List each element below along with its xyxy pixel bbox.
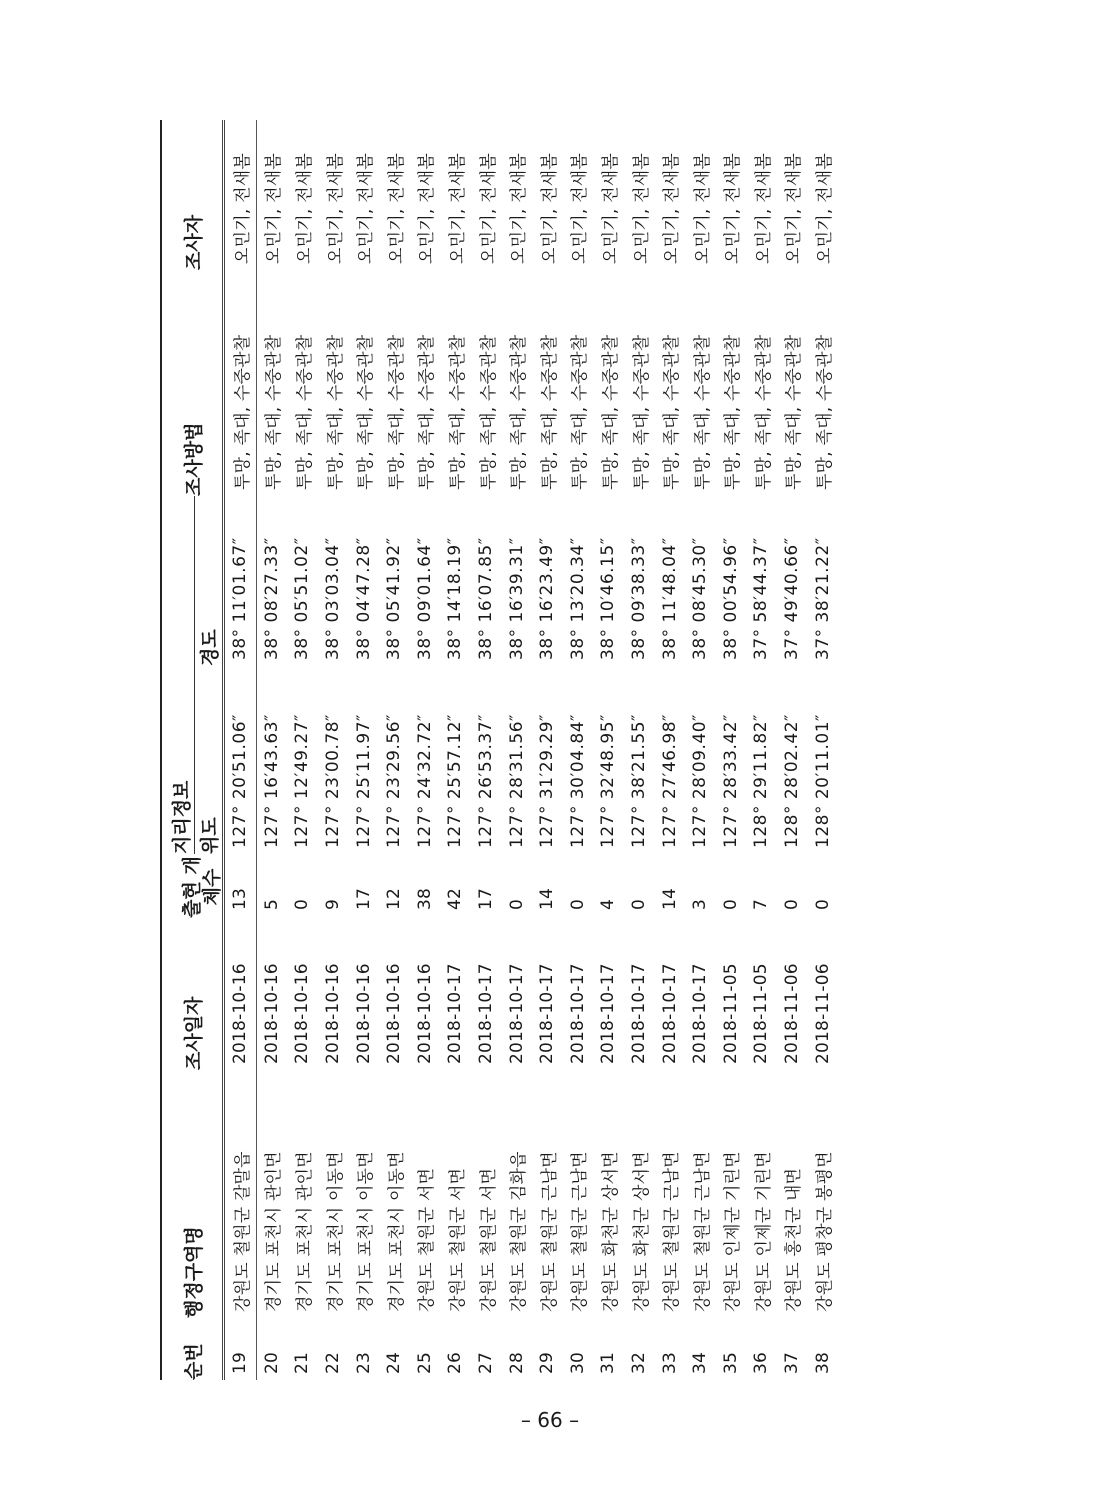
cell-area: 강원도 철원군 김화읍 [509,1151,530,1312]
cell-surveyor: 오민기, 전새봄 [356,153,377,264]
cell-method: 투망, 족대, 수중관찰 [662,334,683,490]
table-row [593,120,624,1380]
cell-lat: 127° 23′00.78″ [323,714,344,848]
cell-area: 경기도 포천시 이동면 [386,1151,407,1312]
cell-method: 투망, 족대, 수중관찰 [539,334,560,490]
table-row [807,120,838,1380]
cell-count: 9 [323,898,344,910]
cell-lat: 127° 31′29.29″ [537,714,558,848]
header-method: 조사방법 [182,422,205,496]
header-lat: 위도 [199,817,221,854]
cell-surveyor: 오민기, 전새봄 [294,153,315,264]
cell-date: 2018-10-17 [659,963,680,1064]
cell-area: 강원도 홍천군 내면 [784,1167,805,1312]
cell-method: 투망, 족대, 수중관찰 [356,334,377,490]
cell-method: 투망, 족대, 수중관찰 [325,334,346,490]
table-row [287,120,318,1380]
table-row [532,120,563,1380]
cell-surveyor: 오민기, 전새봄 [631,153,652,264]
cell-lon: 38° 11′01.67″ [224,496,257,666]
cell-date: 2018-10-17 [506,963,527,1064]
cell-lat: 127° 24′32.72″ [414,714,435,848]
table-row [256,120,287,1380]
cell-lon: 38° 16′07.85″ [476,537,497,660]
cell-no: 27 [476,1351,497,1374]
table-row [501,120,532,1380]
header-date: 조사일자 [182,996,205,1070]
cell-lat: 127° 28′09.40″ [690,714,711,848]
table-row [777,120,808,1380]
cell-date: 2018-10-16 [323,963,344,1064]
cell-method: 투망, 족대, 수중관찰 [815,334,836,490]
cell-count: 0 [506,898,527,910]
cell-surveyor: 오민기, 전새봄 [325,153,346,264]
cell-no: 34 [690,1351,711,1374]
cell-lon: 38° 13′20.34″ [567,537,588,660]
table-row [440,120,471,1380]
cell-no: 28 [506,1351,527,1374]
header-no: 순번 [182,1343,205,1380]
cell-method: 투망, 족대, 수중관찰 [264,334,285,490]
table-row [624,120,655,1380]
cell-no: 21 [292,1351,313,1374]
cell-lat: 128° 29′11.82″ [751,714,772,848]
cell-date: 2018-10-17 [476,963,497,1064]
header-lon: 경도 [199,629,221,666]
cell-no: 37 [781,1351,802,1374]
cell-area: 강원도 인제군 기린면 [723,1151,744,1312]
cell-method: 투망, 족대, 수중관찰 [753,334,774,490]
cell-no: 36 [751,1351,772,1374]
cell-no: 38 [812,1351,833,1374]
cell-area: 강원도 평창군 봉평면 [815,1151,836,1312]
cell-area: 경기도 포천시 관인면 [294,1151,315,1312]
cell-area: 강원도 철원군 근남면 [692,1151,713,1312]
cell-method: 투망, 족대, 수중관찰 [447,334,468,490]
table-row [471,120,502,1380]
cell-method: 투망, 족대, 수중관찰 [631,334,652,490]
cell-area: 강원도 철원군 서면 [478,1167,499,1312]
cell-date: 2018-10-16 [353,963,374,1064]
cell-no: 19 [224,1318,257,1380]
cell-lon: 38° 03′03.04″ [323,537,344,660]
cell-date: 2018-10-17 [690,963,711,1064]
cell-method: 투망, 족대, 수중관찰 [784,334,805,490]
cell-lon: 38° 11′48.04″ [659,537,680,660]
cell-count: 42 [445,887,466,910]
cell-surveyor: 오민기, 전새봄 [264,153,285,264]
cell-surveyor: 오민기, 전새봄 [723,153,744,264]
cell-lon: 38° 05′41.92″ [384,537,405,660]
cell-count: 14 [537,887,558,910]
cell-surveyor: 오민기, 전새봄 [509,153,530,264]
cell-count: 4 [598,898,619,910]
cell-date: 2018-10-16 [384,963,405,1064]
cell-method: 투망, 족대, 수중관찰 [478,334,499,490]
header-surveyor: 조사자 [182,214,205,270]
cell-lon: 38° 14′18.19″ [445,537,466,660]
table-row [318,120,349,1380]
cell-lon: 38° 05′51.02″ [292,537,313,660]
cell-lat: 127° 32′48.95″ [598,714,619,848]
table-row [348,120,379,1380]
cell-area: 강원도 철원군 서면 [417,1167,438,1312]
cell-date: 2018-10-16 [261,963,282,1064]
cell-surveyor: 오민기, 전새봄 [570,153,591,264]
cell-surveyor: 오민기, 전새봄 [224,120,257,270]
cell-area: 강원도 철원군 근남면 [662,1151,683,1312]
cell-count: 12 [384,887,405,910]
header-area: 행정구역명 [182,1226,205,1318]
cell-lon: 38° 08′45.30″ [690,537,711,660]
table-row [746,120,777,1380]
cell-lon: 37° 49′40.66″ [781,537,802,660]
table-row [716,120,747,1380]
cell-date: 2018-10-17 [629,963,650,1064]
cell-lat: 127° 28′33.42″ [720,714,741,848]
cell-no: 33 [659,1351,680,1374]
cell-lat: 127° 20′51.06″ [224,666,257,854]
cell-surveyor: 오민기, 전새봄 [753,153,774,264]
cell-method: 투망, 족대, 수중관찰 [570,334,591,490]
cell-date: 2018-10-17 [598,963,619,1064]
cell-lon: 37° 58′44.37″ [751,537,772,660]
cell-count: 0 [629,898,650,910]
cell-surveyor: 오민기, 전새봄 [478,153,499,264]
cell-surveyor: 오민기, 전새봄 [539,153,560,264]
cell-lat: 128° 28′02.42″ [781,714,802,848]
table-row [685,120,716,1380]
cell-area: 경기도 포천시 이동면 [356,1151,377,1312]
cell-method: 투망, 족대, 수중관찰 [692,334,713,490]
cell-surveyor: 오민기, 전새봄 [784,153,805,264]
cell-lat: 127° 16′43.63″ [261,714,282,848]
cell-area: 강원도 화천군 상서면 [600,1151,621,1312]
page-number: – 66 – [520,1408,580,1432]
cell-lat: 127° 12′49.27″ [292,714,313,848]
cell-surveyor: 오민기, 전새봄 [447,153,468,264]
cell-no: 24 [384,1351,405,1374]
cell-count: 38 [414,887,435,910]
cell-lon: 37° 38′21.22″ [812,537,833,660]
cell-lon: 38° 10′46.15″ [598,537,619,660]
cell-no: 23 [353,1351,374,1374]
cell-area: 강원도 철원군 근남면 [539,1151,560,1312]
cell-lat: 127° 28′31.56″ [506,714,527,848]
cell-surveyor: 오민기, 전새봄 [386,153,407,264]
table-row [410,120,441,1380]
cell-no: 22 [323,1351,344,1374]
cell-area: 강원도 철원군 근남면 [570,1151,591,1312]
header-count: 출현 개체수 [181,856,223,918]
table-row [563,120,594,1380]
cell-lat: 127° 38′21.55″ [629,714,650,848]
cell-count: 0 [567,898,588,910]
cell-method: 투망, 족대, 수중관찰 [600,334,621,490]
survey-table-rotated [160,120,836,1380]
cell-method: 투망, 족대, 수중관찰 [294,334,315,490]
cell-count: 0 [812,898,833,910]
cell-lon: 38° 00′54.96″ [720,537,741,660]
cell-count: 0 [781,898,802,910]
cell-no: 30 [567,1351,588,1374]
cell-count: 17 [476,887,497,910]
cell-count: 14 [659,887,680,910]
cell-date: 2018-10-16 [224,920,257,1070]
cell-area: 경기도 포천시 이동면 [325,1151,346,1312]
cell-lon: 38° 09′38.33″ [629,537,650,660]
cell-method: 투망, 족대, 수중관찰 [386,334,407,490]
cell-date: 2018-11-06 [812,963,833,1064]
survey-table [160,120,838,1380]
table-body [224,120,838,1380]
cell-surveyor: 오민기, 전새봄 [600,153,621,264]
cell-lon: 38° 09′01.64″ [414,537,435,660]
cell-no: 32 [629,1351,650,1374]
cell-no: 35 [720,1351,741,1374]
cell-date: 2018-11-06 [781,963,802,1064]
cell-count: 3 [690,898,711,910]
cell-no: 26 [445,1351,466,1374]
cell-area: 강원도 인제군 기린면 [753,1151,774,1312]
header-geo: 지리정보 [161,496,195,854]
cell-method: 투망, 족대, 수중관찰 [417,334,438,490]
table-row [654,120,685,1380]
cell-method: 투망, 족대, 수중관찰 [509,334,530,490]
cell-count: 0 [720,898,741,910]
cell-lon: 38° 08′27.33″ [261,537,282,660]
cell-date: 2018-11-05 [720,963,741,1064]
cell-surveyor: 오민기, 전새봄 [662,153,683,264]
cell-area: 강원도 철원군 갈말읍 [224,1070,257,1318]
cell-lat: 127° 25′11.97″ [353,714,374,848]
cell-method: 투망, 족대, 수중관찰 [224,270,257,496]
table-row [224,120,257,1380]
table-row [379,120,410,1380]
cell-no: 25 [414,1351,435,1374]
cell-lon: 38° 16′39.31″ [506,537,527,660]
cell-area: 강원도 철원군 서면 [447,1167,468,1312]
cell-lat: 127° 23′29.56″ [384,714,405,848]
cell-count: 13 [224,854,257,920]
cell-lat: 127° 26′53.37″ [476,714,497,848]
cell-count: 0 [292,898,313,910]
cell-area: 경기도 포천시 관인면 [264,1151,285,1312]
cell-date: 2018-10-17 [567,963,588,1064]
cell-count: 5 [261,898,282,910]
cell-no: 20 [261,1351,282,1374]
cell-date: 2018-10-17 [537,963,558,1064]
cell-count: 17 [353,887,374,910]
cell-no: 31 [598,1351,619,1374]
cell-surveyor: 오민기, 전새봄 [815,153,836,264]
cell-lon: 38° 04′47.28″ [353,537,374,660]
cell-lat: 128° 20′11.01″ [812,714,833,848]
cell-surveyor: 오민기, 전새봄 [417,153,438,264]
cell-lat: 127° 25′57.12″ [445,714,466,848]
cell-date: 2018-10-17 [445,963,466,1064]
cell-method: 투망, 족대, 수중관찰 [723,334,744,490]
cell-lat: 127° 30′04.84″ [567,714,588,848]
cell-no: 29 [537,1351,558,1374]
cell-area: 강원도 화천군 상서면 [631,1151,652,1312]
cell-surveyor: 오민기, 전새봄 [692,153,713,264]
cell-date: 2018-10-16 [414,963,435,1064]
cell-date: 2018-11-05 [751,963,772,1064]
cell-count: 7 [751,898,772,910]
cell-date: 2018-10-16 [292,963,313,1064]
cell-lat: 127° 27′46.98″ [659,714,680,848]
cell-lon: 38° 16′23.49″ [537,537,558,660]
